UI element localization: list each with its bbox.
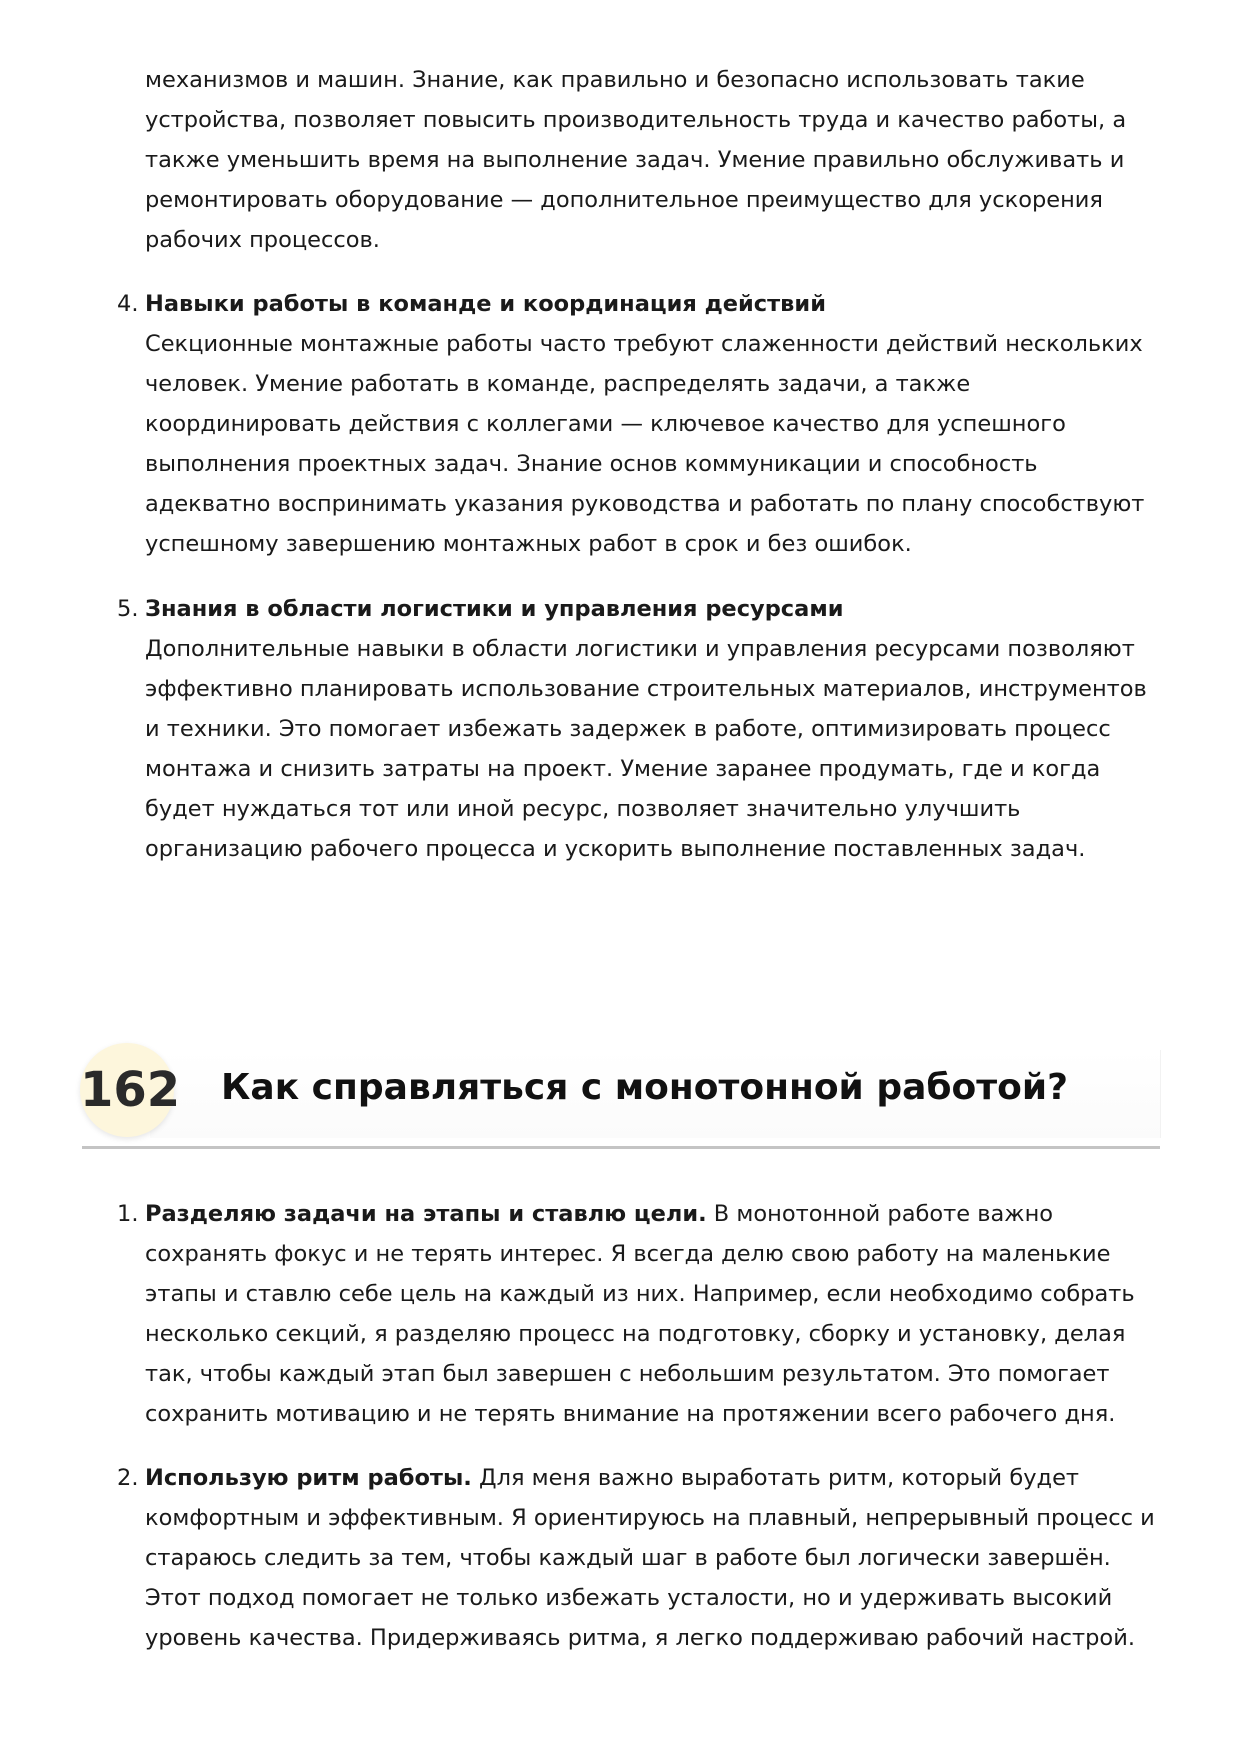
list-item-body: Дополнительные навыки в области логистики и управления ресурсами позволяют эффективно планировать использование строительных материалов, инструментов и техники. Это помогает избежать задержек в работе, оптимизировать процесс монтажа и снизить затраты на проект. Умение заранее продумать, где и когда будет нуждаться тот или иной ресурс, позволяет значительно улучшить организацию рабочего процесса и ускорить выполнение поставленных задач.: [145, 636, 1147, 862]
list-item-number: 5.: [117, 596, 139, 622]
list-item-body: Для меня важно выработать ритм, который будет комфортным и эффективным. Я ориентируюсь на плавный, непрерывный процесс и стараюсь следить за тем, чтобы каждый шаг в работе был логически завершён. Этот подход помогает не только избежать усталости, но и удерживать высокий уровень качества. Придерживаясь ритма, я легко поддерживаю рабочий настрой.: [145, 1465, 1155, 1651]
list-item-number: 4.: [117, 291, 139, 317]
section-number-badge: 162: [80, 1043, 174, 1137]
list-item-title: Знания в области логистики и управления ресурсами: [145, 596, 844, 622]
continuation-paragraph: [145, 60, 1165, 260]
list-item-title: Использую ритм работы.: [145, 1465, 472, 1491]
list-item-title: Навыки работы в команде и координация действий: [145, 291, 826, 317]
list-item-number: 1.: [117, 1201, 139, 1227]
list-item: [117, 284, 1165, 564]
list-item-body: Секционные монтажные работы часто требуют слаженности действий нескольких человек. Умение работать в команде, распределять задачи, а также координировать действия с коллегами — ключевое качество для успешного выполнения проектных задач. Знание основ коммуникации и способность адекватно воспринимать указания руководства и работать по плану способствуют успешному завершению монтажных работ в срок и без ошибок.: [145, 331, 1145, 557]
list-item-title: Разделяю задачи на этапы и ставлю цели.: [145, 1201, 707, 1227]
list-item: [117, 1194, 1165, 1434]
list-item-number: 2.: [117, 1465, 139, 1491]
section-divider: [82, 1146, 1160, 1149]
list-item-body: В монотонной работе важно сохранять фокус и не терять интерес. Я всегда делю свою работу на маленькие этапы и ставлю себе цель на каждый из них. Например, если необходимо собрать несколько секций, я разделяю процесс на подготовку, сборку и установку, делая так, чтобы каждый этап был завершен с небольшим результатом. Это помогает сохранить мотивацию и не терять внимание на протяжении всего рабочего дня.: [145, 1201, 1135, 1427]
continuation-text: механизмов и машин. Знание, как правильно и безопасно использовать такие устройства, позволяет повысить производительность труда и качество работы, а также уменьшить время на выполнение задач. Умение правильно обслуживать и ремонтировать оборудование — дополнительное преимущество для ускорения рабочих процессов.: [145, 67, 1127, 253]
list-item: [117, 589, 1165, 869]
section-title: Как справляться с монотонной работой?: [221, 1067, 1068, 1108]
list-item: [117, 1458, 1165, 1658]
